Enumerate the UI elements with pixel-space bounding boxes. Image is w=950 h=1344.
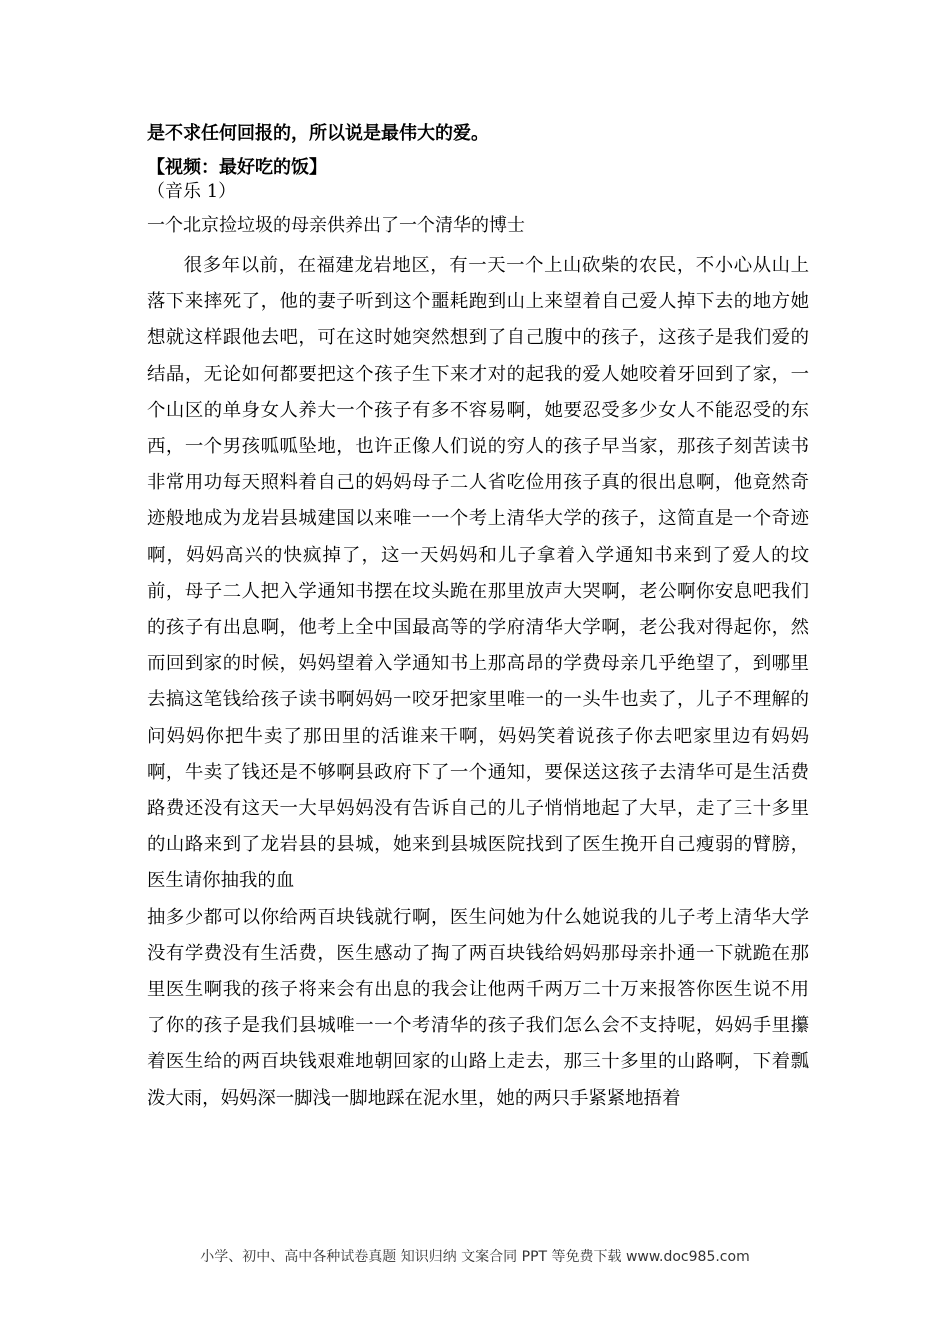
story-paragraph-2: 抽多少都可以你给两百块钱就行啊，医生问她为什么她说我的儿子考上清华大学没有学费没有生活费，医生感动了掏了两百块钱给妈妈那母亲扑通一下就跪在那里医生啊我的孩子将来会有出息的我会让他两千两万二十万来报答你医生说不用了你的孩子是我们县城唯一一个考清华的孩子我们怎么会不支持呢，妈妈手里攥着医生给的两百块钱艰难地朝回家的山路上走去，那三十多里的山路啊，下着瓢泼大雨，妈妈深一脚浅一脚地踩在泥水里，她的两只手紧紧地捂着: [147, 906, 809, 1109]
closing-sentence: 是不求任何回报的，所以说是最伟大的爱。: [147, 123, 489, 144]
page-footer: 小学、初中、高中各种试卷真题 知识归纳 文案合同 PPT 等免费下载 www.doc985.com: [200, 1249, 750, 1265]
music-note: （音乐 1）: [147, 181, 237, 202]
story-paragraph-1: 很多年以前，在福建龙岩地区，有一天一个上山砍柴的农民，不小心从山上落下来摔死了，他的妻子听到这个噩耗跑到山上来望着自己爱人掉下去的地方她想就这样跟他去吧，可在这时她突然想到了自己腹中的孩子，这孩子是我们爱的结晶，无论如何都要把这个孩子生下来才对的起我的爱人她咬着牙回到了家，一个山区的单身女人养大一个孩子有多不容易啊，她要忍受多少女人不能忍受的东西，一个男孩呱呱坠地，也许正像人们说的穷人的孩子早当家，那孩子刻苦读书非常用功每天照料着自己的妈妈母子二人省吃俭用孩子真的很出息啊，他竟然奇迹般地成为龙岩县城建国以来唯一一个考上清华大学的孩子，这简直是一个奇迹啊，妈妈高兴的快疯掉了，这一天妈妈和儿子拿着入学通知书来到了爱人的坟前，母子二人把入学通知书摆在坟头跪在那里放声大哭啊，老公啊你安息吧我们的孩子有出息啊，他考上全中国最高等的学府清华大学啊，老公我对得起你，然而回到家的时候，妈妈望着入学通知书上那高昂的学费母亲几乎绝望了，到哪里去搞这笔钱给孩子读书啊妈妈一咬牙把家里唯一的一头牛也卖了，儿子不理解的问妈妈你把牛卖了那田里的活谁来干啊，妈妈笑着说孩子你去吧家里边有妈妈啊，牛卖了钱还是不够啊县政府下了一个通知，要保送这孩子去清华可是生活费路费还没有这天一大早妈妈没有告诉自己的儿子悄悄地起了大早，走了三十多里的山路来到了龙岩县的县城，她来到县城医院找到了医生挽开自己瘦弱的臂膀，医生请你抽我的血: [147, 255, 809, 892]
video-heading: 【视频：最好吃的饭】: [147, 157, 327, 178]
story-body: [147, 248, 809, 1117]
story-title: 一个北京捡垃圾的母亲供养出了一个清华的博士: [147, 215, 525, 236]
